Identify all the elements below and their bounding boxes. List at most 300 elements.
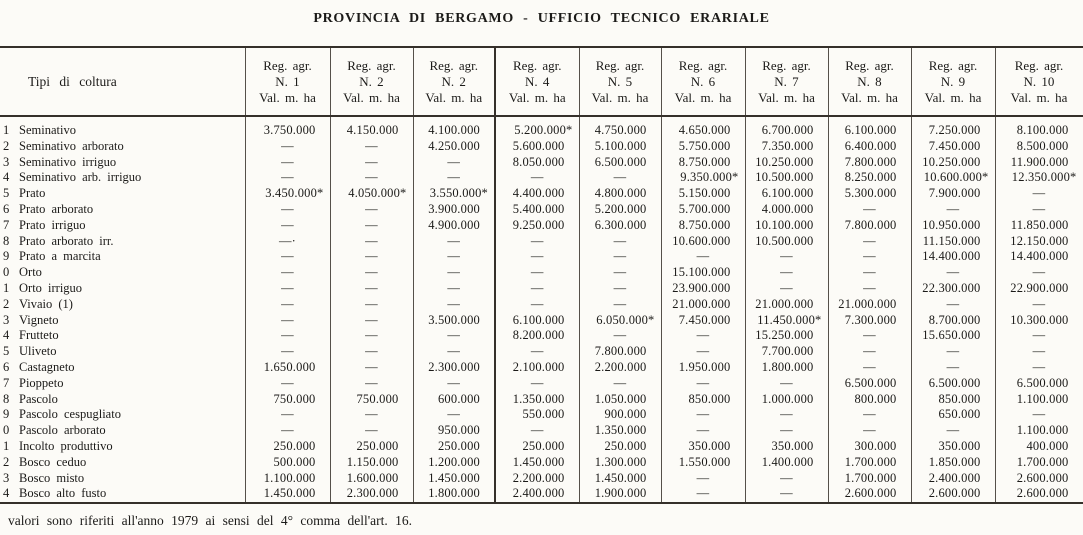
header-line-region: Reg. agr.: [928, 57, 978, 73]
value-cell: 10.300.000: [995, 313, 1083, 329]
spacer-cell: [745, 116, 828, 123]
table-row: [0, 344, 1083, 360]
header-line-unit: Val. m. ha: [591, 89, 649, 105]
table-row: [0, 155, 1083, 171]
empty-value-cell: —: [579, 234, 661, 250]
value-cell: 7.700.000: [745, 344, 828, 360]
crop-type-cell: [0, 281, 245, 297]
header-line-unit: Val. m. ha: [259, 89, 316, 105]
value-cell: 8.200.000: [495, 328, 579, 344]
value-cell: 2.100.000: [495, 360, 579, 376]
header-line-region: Reg. agr.: [1014, 57, 1064, 73]
row-number: 5: [3, 186, 10, 201]
value-cell: 2.300.000: [413, 360, 495, 376]
empty-value-cell: —: [330, 234, 413, 250]
crop-type-cell: [0, 313, 245, 329]
crop-type-cell: [0, 155, 245, 171]
value-cell: 6.500.000: [579, 155, 661, 171]
value-cell: 9.250.000: [495, 218, 579, 234]
value-cell: 10.500.000: [745, 170, 828, 186]
value-cell: 5.200.000: [579, 202, 661, 218]
row-number: 3: [3, 470, 10, 485]
value-cell: 10.600.000: [661, 234, 745, 250]
header-line-number: N. 8: [857, 73, 882, 89]
value-cell: 4.800.000: [579, 186, 661, 202]
empty-value-cell: —: [661, 486, 745, 503]
value-cell: 15.650.000: [911, 328, 995, 344]
empty-value-cell: —: [330, 344, 413, 360]
spacer-row: [0, 116, 1083, 123]
crop-label: Bosco misto: [19, 470, 85, 485]
column-header-reg-agr-9: [911, 47, 995, 116]
value-cell: 3.550.000*: [413, 186, 495, 202]
header-line-unit: Val. m. ha: [758, 89, 815, 105]
header-line-region: Reg. agr.: [263, 57, 312, 73]
crop-label: Pioppeto: [19, 375, 64, 390]
empty-value-cell: —: [330, 313, 413, 329]
table-row: [0, 313, 1083, 329]
header-line-number: N. 6: [690, 73, 716, 89]
header-line-number: N. 1: [275, 73, 300, 89]
value-cell: 10.500.000: [745, 234, 828, 250]
empty-value-cell: —: [495, 170, 579, 186]
empty-value-cell: —: [661, 376, 745, 392]
spacer-cell: [413, 116, 495, 123]
header-line-unit: Val. m. ha: [508, 89, 566, 105]
empty-value-cell: —: [413, 249, 495, 265]
value-cell: 350.000: [745, 439, 828, 455]
header-line-unit: Val. m. ha: [425, 89, 483, 105]
table-row: [0, 281, 1083, 297]
value-cell: 900.000: [579, 407, 661, 423]
empty-value-cell: —: [245, 155, 330, 171]
crop-type-cell: [0, 123, 245, 139]
value-cell: 10.100.000: [745, 218, 828, 234]
row-number: 8: [3, 233, 10, 248]
header-line-unit: Val. m. ha: [924, 89, 982, 105]
crop-label: Prato: [19, 186, 46, 201]
value-cell: 1.450.000: [245, 486, 330, 503]
value-cell: 1.100.000: [995, 392, 1083, 408]
empty-value-cell: —: [828, 281, 911, 297]
spacer-cell: [911, 116, 995, 123]
table-row: [0, 376, 1083, 392]
value-cell: 4.900.000: [413, 218, 495, 234]
value-cell: 23.900.000: [661, 281, 745, 297]
empty-value-cell: —: [495, 344, 579, 360]
value-cell: 2.600.000: [828, 486, 911, 503]
empty-value-cell: —: [745, 265, 828, 281]
spacer-cell: [579, 116, 661, 123]
value-cell: 21.000.000: [745, 297, 828, 313]
value-cell: 2.600.000: [911, 486, 995, 503]
crop-label: Pascolo: [19, 391, 58, 406]
empty-value-cell: —: [995, 360, 1083, 376]
spacer-cell: [0, 116, 245, 123]
value-cell: 10.600.000*: [911, 170, 995, 186]
header-line-number: N. 2: [441, 73, 466, 89]
empty-value-cell: —: [911, 423, 995, 439]
header-line-unit: Val. m. ha: [674, 89, 732, 105]
table-row: [0, 360, 1083, 376]
crop-type-cell: [0, 439, 245, 455]
crop-label: Seminativo irriguo: [19, 154, 117, 169]
value-cell: 3.500.000: [413, 313, 495, 329]
empty-value-cell: —: [330, 218, 413, 234]
value-cell: 1.450.000: [495, 455, 579, 471]
crop-label: Incolto produttivo: [19, 438, 113, 453]
table-row: [0, 439, 1083, 455]
value-cell: 7.800.000: [828, 155, 911, 171]
value-cell: 6.050.000*: [579, 313, 661, 329]
empty-value-cell: —: [413, 234, 495, 250]
value-cell: 3.900.000: [413, 202, 495, 218]
value-cell: 4.400.000: [495, 186, 579, 202]
empty-value-cell: —: [995, 297, 1083, 313]
value-cell: 250.000: [413, 439, 495, 455]
row-number: 7: [3, 375, 10, 390]
crop-type-cell: [0, 170, 245, 186]
row-number: 2: [3, 296, 10, 311]
empty-value-cell: —: [413, 155, 495, 171]
crop-type-cell: [0, 392, 245, 408]
value-cell: 750.000: [330, 392, 413, 408]
crop-type-cell: [0, 249, 245, 265]
empty-value-cell: —: [745, 471, 828, 487]
column-header-tipi-di-coltura: Tipi di coltura: [0, 47, 245, 116]
empty-value-cell: —: [911, 202, 995, 218]
value-cell: 4.250.000: [413, 139, 495, 155]
value-cell: 6.400.000: [828, 139, 911, 155]
column-header-reg-agr-4: [495, 47, 579, 116]
value-cell: 22.300.000: [911, 281, 995, 297]
row-number: 6: [3, 359, 10, 374]
header-line-number: N. 10: [1023, 73, 1055, 89]
empty-value-cell: —: [245, 423, 330, 439]
empty-value-cell: —: [413, 344, 495, 360]
value-cell: 1.100.000: [245, 471, 330, 487]
empty-value-cell: —: [661, 423, 745, 439]
value-cell: 5.100.000: [579, 139, 661, 155]
crop-label: Prato arborato: [19, 201, 94, 216]
value-cell: 14.400.000: [911, 249, 995, 265]
crop-label: Seminativo: [19, 123, 76, 137]
empty-value-cell: —: [330, 139, 413, 155]
header-line-unit: Val. m. ha: [343, 89, 400, 105]
table-row: [0, 455, 1083, 471]
value-cell: 8.700.000: [911, 313, 995, 329]
crop-type-cell: [0, 139, 245, 155]
header-line-region: Reg. agr.: [678, 57, 728, 73]
empty-value-cell: —: [828, 202, 911, 218]
value-cell: 2.600.000: [995, 486, 1083, 503]
value-cell: 1.700.000: [828, 471, 911, 487]
empty-value-cell: —: [828, 407, 911, 423]
spacer-cell: [828, 116, 911, 123]
empty-value-cell: —: [745, 281, 828, 297]
value-cell: 1.050.000: [579, 392, 661, 408]
crop-label: Orto irriguo: [19, 280, 83, 295]
crop-type-cell: [0, 455, 245, 471]
crop-type-cell: [0, 486, 245, 503]
empty-value-cell: —: [330, 328, 413, 344]
row-number: 3: [3, 154, 10, 169]
crop-label: Orto: [19, 265, 42, 280]
spacer-cell: [330, 116, 413, 123]
table-row: [0, 234, 1083, 250]
crop-label: Frutteto: [19, 328, 59, 343]
value-cell: 8.250.000: [828, 170, 911, 186]
empty-value-cell: —: [330, 265, 413, 281]
value-cell: 8.050.000: [495, 155, 579, 171]
column-header-reg-agr-1: [245, 47, 330, 116]
value-cell: 7.450.000: [661, 313, 745, 329]
table-row: [0, 471, 1083, 487]
crop-type-cell: [0, 234, 245, 250]
table-row: [0, 249, 1083, 265]
empty-value-cell: —: [245, 376, 330, 392]
value-cell: 21.000.000: [661, 297, 745, 313]
empty-value-cell: —: [330, 376, 413, 392]
header-line-region: Reg. agr.: [762, 57, 811, 73]
value-cell: 3.750.000: [245, 123, 330, 139]
value-cell: 8.100.000: [995, 123, 1083, 139]
empty-value-cell: —: [661, 249, 745, 265]
footnote: valori sono riferiti all'anno 1979 ai sensi del 4° comma dell'art. 16.: [8, 513, 413, 529]
empty-value-cell: —: [661, 328, 745, 344]
empty-value-cell: —: [911, 344, 995, 360]
crop-type-cell: [0, 328, 245, 344]
table-body: [0, 116, 1083, 503]
column-header-reg-agr-2: [330, 47, 413, 116]
column-header-reg-agr-6: [661, 47, 745, 116]
empty-value-cell: —: [330, 155, 413, 171]
value-cell: 250.000: [495, 439, 579, 455]
crop-type-cell: [0, 297, 245, 313]
crop-label: Vivaio (1): [19, 296, 73, 311]
table-row: [0, 202, 1083, 218]
empty-value-cell: —: [330, 423, 413, 439]
empty-value-cell: —: [330, 281, 413, 297]
value-cell: 550.000: [495, 407, 579, 423]
spacer-cell: [661, 116, 745, 123]
value-cell: 650.000: [911, 407, 995, 423]
row-number: 4: [3, 486, 10, 501]
row-number: 7: [3, 217, 10, 232]
value-cell: 4.050.000*: [330, 186, 413, 202]
value-cell: 8.750.000: [661, 218, 745, 234]
crop-type-cell: [0, 218, 245, 234]
value-cell: 1.800.000: [413, 486, 495, 503]
value-cell: 15.250.000: [745, 328, 828, 344]
crop-label: Prato a marcita: [19, 249, 101, 264]
value-cell: 250.000: [330, 439, 413, 455]
empty-value-cell: —: [995, 328, 1083, 344]
empty-value-cell: —: [495, 234, 579, 250]
row-number: 1: [3, 438, 10, 453]
value-cell: 1.650.000: [245, 360, 330, 376]
empty-value-cell: —: [245, 202, 330, 218]
value-cell: 750.000: [245, 392, 330, 408]
empty-value-cell: —: [995, 186, 1083, 202]
table-row: [0, 486, 1083, 503]
value-cell: 1.550.000: [661, 455, 745, 471]
value-cell: 5.750.000: [661, 139, 745, 155]
header-line-unit: Val. m. ha: [1010, 89, 1068, 105]
value-cell: 1.350.000: [495, 392, 579, 408]
empty-value-cell: —: [745, 376, 828, 392]
value-cell: 5.600.000: [495, 139, 579, 155]
value-cell: 1.950.000: [661, 360, 745, 376]
empty-value-cell: —: [579, 297, 661, 313]
crop-label: Prato arborato irr.: [19, 233, 114, 248]
table-header: [0, 47, 1083, 116]
value-cell: 15.100.000: [661, 265, 745, 281]
empty-value-cell: —: [330, 407, 413, 423]
empty-value-cell: —: [495, 281, 579, 297]
row-number: 9: [3, 249, 10, 264]
empty-value-cell: —: [245, 344, 330, 360]
empty-value-cell: —: [330, 202, 413, 218]
column-header-reg-agr-8: [828, 47, 911, 116]
value-cell: 5.150.000: [661, 186, 745, 202]
value-cell: 400.000: [995, 439, 1083, 455]
value-cell: 12.150.000: [995, 234, 1083, 250]
value-cell: 10.250.000: [911, 155, 995, 171]
empty-value-cell: —: [495, 265, 579, 281]
value-cell: 10.250.000: [745, 155, 828, 171]
empty-value-cell: —: [495, 297, 579, 313]
header-line-region: Reg. agr.: [347, 57, 396, 73]
value-cell: 3.450.000*: [245, 186, 330, 202]
value-cell: 2.600.000: [995, 471, 1083, 487]
header-line-number: N. 9: [940, 73, 966, 89]
crop-type-cell: [0, 407, 245, 423]
value-cell: 7.300.000: [828, 313, 911, 329]
value-cell: 1.800.000: [745, 360, 828, 376]
header-line-region: Reg. agr.: [512, 57, 562, 73]
value-cell: 250.000: [579, 439, 661, 455]
empty-value-cell: —: [995, 407, 1083, 423]
table-row: [0, 139, 1083, 155]
column-header-reg-agr-10: [995, 47, 1083, 116]
value-cell: 9.350.000*: [661, 170, 745, 186]
empty-value-cell: —: [745, 407, 828, 423]
value-cell: 7.250.000: [911, 123, 995, 139]
value-cell: 4.150.000: [330, 123, 413, 139]
empty-value-cell: —: [413, 170, 495, 186]
empty-value-cell: —: [245, 297, 330, 313]
value-cell: 1.600.000: [330, 471, 413, 487]
value-cell: 6.300.000: [579, 218, 661, 234]
value-cell: 5.200.000*: [495, 123, 579, 139]
empty-value-cell: —: [661, 344, 745, 360]
empty-value-cell: —: [828, 249, 911, 265]
value-cell: 5.400.000: [495, 202, 579, 218]
value-cell: 2.300.000: [330, 486, 413, 503]
value-cell: 850.000: [661, 392, 745, 408]
crop-type-cell: [0, 202, 245, 218]
empty-value-cell: —: [745, 249, 828, 265]
crop-label: Uliveto: [19, 344, 57, 359]
header-line-region: Reg. agr.: [429, 57, 479, 73]
header-line-region: Reg. agr.: [845, 57, 894, 73]
empty-value-cell: —: [995, 265, 1083, 281]
empty-value-cell: —: [413, 376, 495, 392]
crop-label: Pascolo arborato: [19, 423, 106, 438]
value-cell: 21.000.000: [828, 297, 911, 313]
row-number: 9: [3, 407, 10, 422]
value-cell: 1.850.000: [911, 455, 995, 471]
value-cell: 8.750.000: [661, 155, 745, 171]
empty-value-cell: —: [413, 407, 495, 423]
value-cell: 7.800.000: [579, 344, 661, 360]
value-cell: 4.000.000: [745, 202, 828, 218]
empty-value-cell: —: [245, 218, 330, 234]
empty-value-cell: —: [828, 234, 911, 250]
value-cell: 1.300.000: [579, 455, 661, 471]
value-cell: 8.500.000: [995, 139, 1083, 155]
value-cell: 350.000: [661, 439, 745, 455]
value-cell: 300.000: [828, 439, 911, 455]
value-cell: 6.500.000: [828, 376, 911, 392]
value-cell: 22.900.000: [995, 281, 1083, 297]
empty-value-cell: —: [579, 249, 661, 265]
crop-type-cell: [0, 423, 245, 439]
table-row: [0, 392, 1083, 408]
crop-type-cell: [0, 265, 245, 281]
value-cell: 2.200.000: [579, 360, 661, 376]
value-cell: 1.000.000: [745, 392, 828, 408]
crop-type-cell: [0, 376, 245, 392]
value-cell: 1.100.000: [995, 423, 1083, 439]
value-cell: 250.000: [245, 439, 330, 455]
empty-value-cell: —: [995, 344, 1083, 360]
empty-value-cell: —: [495, 249, 579, 265]
column-header-reg-agr-5: [579, 47, 661, 116]
empty-value-cell: —: [330, 360, 413, 376]
crop-type-cell: [0, 344, 245, 360]
row-number: 3: [3, 312, 10, 327]
table-row: [0, 218, 1083, 234]
empty-value-cell: —: [579, 376, 661, 392]
empty-value-cell: —: [579, 328, 661, 344]
empty-value-cell: —·: [245, 234, 330, 250]
table-row: [0, 328, 1083, 344]
header-line-number: N. 2: [359, 73, 384, 89]
table-row: [0, 170, 1083, 186]
value-cell: 6.700.000: [745, 123, 828, 139]
crop-label: Vigneto: [19, 312, 59, 327]
row-number: 2: [3, 454, 10, 469]
value-cell: 11.150.000: [911, 234, 995, 250]
empty-value-cell: —: [828, 423, 911, 439]
value-cell: 14.400.000: [995, 249, 1083, 265]
value-cell: 1.700.000: [995, 455, 1083, 471]
value-cell: 7.900.000: [911, 186, 995, 202]
empty-value-cell: —: [245, 170, 330, 186]
document-title: PROVINCIA DI BERGAMO - UFFICIO TECNICO ERARIALE: [313, 11, 770, 26]
crop-type-cell: [0, 360, 245, 376]
row-number: 4: [3, 170, 10, 185]
empty-value-cell: —: [745, 423, 828, 439]
row-number: 6: [3, 201, 10, 216]
empty-value-cell: —: [413, 281, 495, 297]
value-cell: 7.800.000: [828, 218, 911, 234]
header-line-unit: Val. m. ha: [841, 89, 898, 105]
value-cell: 6.100.000: [745, 186, 828, 202]
value-cell: 2.400.000: [495, 486, 579, 503]
